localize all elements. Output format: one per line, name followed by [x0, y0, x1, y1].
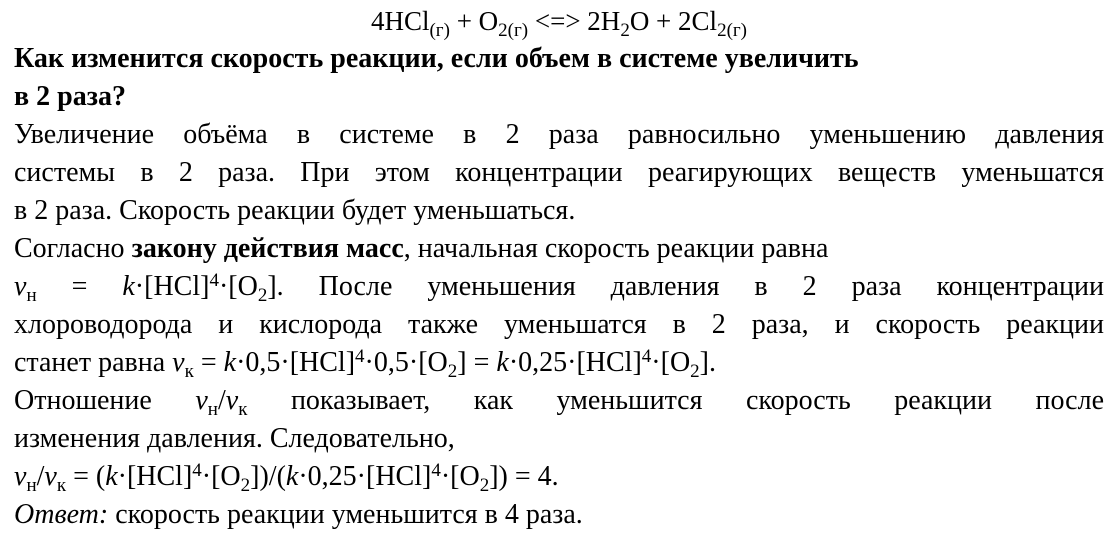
answer-label: Ответ:: [14, 499, 109, 530]
velocity-symbol: v: [44, 461, 57, 492]
eq-part: <=> 2H: [528, 6, 621, 36]
subscript: н: [26, 285, 37, 306]
rate-initial-line: [14, 268, 1104, 306]
subscript: к: [184, 361, 194, 382]
reaction-equation: [14, 4, 1104, 41]
text-fragment: =: [36, 271, 123, 302]
text-fragment: ·[HCl]: [134, 271, 210, 302]
text-line: Увеличение объёма в системе в 2 раза равносильно уменьшению давления: [14, 119, 1104, 150]
subscript: 2: [257, 285, 268, 306]
subscript: к: [56, 475, 67, 496]
superscript: 4: [355, 346, 365, 367]
text-fragment: Согласно: [14, 233, 132, 264]
text-fragment: = (: [66, 461, 106, 492]
text-fragment: ·0,25·[HCl]: [508, 347, 642, 378]
text-fragment: ·[O: [651, 347, 691, 378]
text-fragment: ] =: [457, 347, 497, 378]
text-fragment: ·[HCl]: [117, 461, 193, 492]
text-fragment: ·0,25·[HCl]: [298, 461, 432, 492]
constant-symbol: k: [105, 461, 118, 492]
eq-subscript: 2(г): [498, 20, 529, 41]
question-line: в 2 раза?: [14, 81, 126, 112]
ratio-paragraph: [14, 382, 1104, 496]
text-fragment: /: [217, 385, 226, 416]
subscript: н: [207, 399, 218, 420]
answer-text: скорость реакции уменьшится в 4 раза.: [108, 499, 583, 530]
text-fragment: , начальная скорость реакции равна: [403, 233, 829, 264]
eq-part: 4HCl: [370, 6, 430, 36]
velocity-symbol: v: [195, 385, 208, 416]
eq-part: O + 2Cl: [629, 6, 718, 36]
eq-part: + O: [449, 6, 499, 36]
ratio-calc-line: [14, 458, 1104, 496]
eq-subscript: 2(г): [717, 20, 748, 41]
text-fragment: /: [36, 461, 45, 492]
subscript: 2: [690, 361, 700, 382]
velocity-symbol: v: [225, 385, 239, 416]
text-fragment: ]) = 4.: [489, 461, 559, 492]
law-paragraph: [14, 230, 1104, 382]
law-line: [14, 230, 1104, 268]
subscript: к: [238, 399, 248, 420]
text-line: изменения давления. Следовательно,: [14, 423, 455, 454]
text-fragment: ]. После уменьшения давления в 2 раза концентрации: [267, 271, 1104, 302]
law-name: закону действия масс: [131, 233, 404, 264]
text-line: в 2 раза. Скорость реакции будет уменьшаться.: [14, 195, 576, 226]
text-fragment: ·[O: [201, 461, 241, 492]
text-fragment: ·[O: [440, 461, 480, 492]
subscript: 2: [479, 475, 490, 496]
text-fragment: ·0,5·[O: [364, 347, 448, 378]
text-fragment: =: [193, 347, 224, 378]
text-line: системы в 2 раза. При этом концентрации реагирующих веществ уменьшатся: [14, 157, 1104, 188]
question-line: Как изменится скорость реакции, если объем в системе увеличить: [14, 43, 859, 74]
text-fragment: ·0,5·[HCl]: [236, 347, 356, 378]
constant-symbol: k: [223, 347, 237, 378]
text-fragment: станет равна: [14, 347, 173, 378]
text-fragment: Отношение: [14, 385, 196, 416]
text-fragment: ].: [699, 347, 716, 378]
subscript: 2: [240, 475, 251, 496]
subscript: н: [26, 475, 37, 496]
velocity-symbol: v: [172, 347, 185, 378]
text-fragment: ])/(: [250, 461, 286, 492]
superscript: 4: [209, 270, 219, 291]
velocity-symbol: v: [14, 271, 27, 302]
text-fragment: ·[O: [218, 271, 258, 302]
ratio-line: [14, 382, 1104, 420]
question-heading: [14, 40, 1104, 116]
eq-subscript: (г): [429, 20, 450, 41]
superscript: 4: [641, 346, 652, 367]
constant-symbol: k: [496, 347, 509, 378]
text-line: хлороводорода и кислорода также уменьшатся в 2 раза, и скорость реакции: [14, 309, 1104, 340]
text-fragment: показывает, как уменьшится скорость реакции после: [247, 385, 1104, 416]
superscript: 4: [192, 460, 202, 481]
eq-subscript: 2: [620, 20, 630, 41]
answer-paragraph: [14, 496, 1104, 534]
velocity-symbol: v: [14, 461, 27, 492]
explanation-paragraph: [14, 116, 1104, 230]
subscript: 2: [447, 361, 458, 382]
constant-symbol: k: [285, 461, 299, 492]
answer-line: [14, 496, 1104, 534]
superscript: 4: [431, 460, 441, 481]
constant-symbol: k: [122, 271, 135, 302]
rate-final-line: [14, 344, 1104, 382]
